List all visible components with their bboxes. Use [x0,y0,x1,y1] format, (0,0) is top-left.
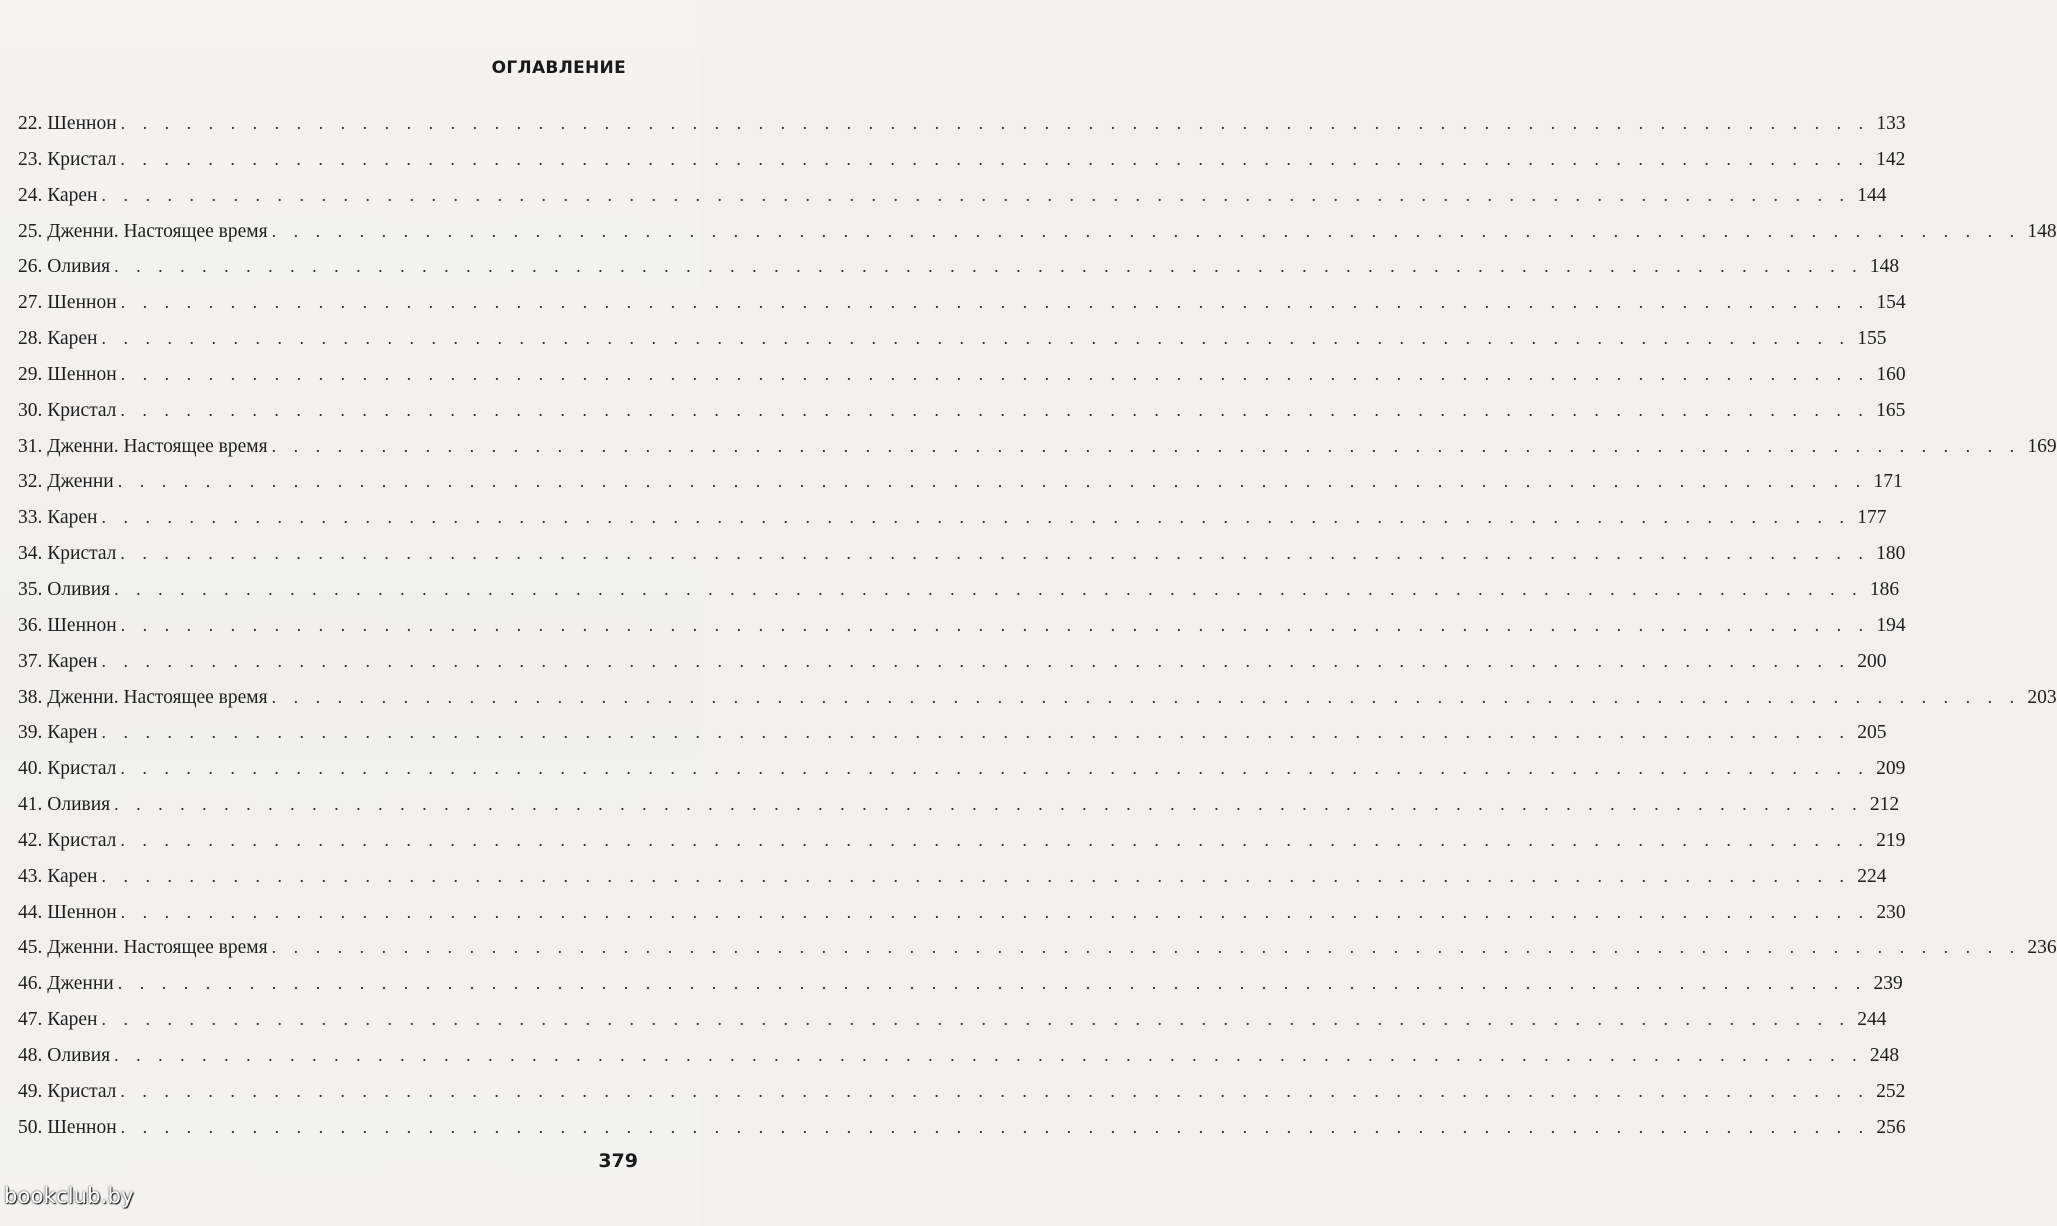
toc-entry-title: 30. Кристал [18,399,117,421]
toc-entry-title: 43. Карен [18,865,98,887]
dot-leader: . . . . . . . . . . . . . . . . . . . . . . . . . . . . . . . . . . . . . . . . . . . . . . . . . . . . . . . . . . . . . . . . . . . . . . . . . . . . . . . . [114,1044,1864,1065]
toc-entry-title: 24. Карен [18,184,98,206]
toc-entry [18,966,1903,1002]
toc-entry-title: 50. Шеннон [18,1116,117,1138]
dot-leader: . . . . . . . . . . . . . . . . . . . . . . . . . . . . . . . . . . . . . . . . . . . . . . . . . . . . . . . . . . . . . . . . . . . . . . . . . . . . . . . . [271,435,2021,456]
toc-entry [18,895,1906,931]
dot-leader: . . . . . . . . . . . . . . . . . . . . . . . . . . . . . . . . . . . . . . . . . . . . . . . . . . . . . . . . . . . . . . . . . . . . . . . . . . . . . . . . [120,363,1870,384]
dot-leader: . . . . . . . . . . . . . . . . . . . . . . . . . . . . . . . . . . . . . . . . . . . . . . . . . . . . . . . . . . . . . . . . . . . . . . . . . . . . . . . . [120,399,1870,420]
dot-leader: . . . . . . . . . . . . . . . . . . . . . . . . . . . . . . . . . . . . . . . . . . . . . . . . . . . . . . . . . . . . . . . . . . . . . . . . . . . . . . . . [120,292,1870,313]
toc-entry-page: 148 [1869,256,1900,278]
toc-entry-title: 44. Шеннон [18,901,117,923]
toc-entry [18,644,1887,680]
toc-entry-page: 142 [1876,148,1906,170]
toc-entry-title: 33. Карен [18,507,98,529]
toc-entry [18,787,1900,823]
toc-entry [18,1038,1900,1074]
toc-entry-page: 180 [1876,543,1906,565]
toc-entry-title: 22. Шеннон [18,113,117,134]
toc-entry [18,178,1887,214]
toc-entry [18,142,1906,178]
toc-entry [18,715,1887,751]
toc-entry-title: 46. Дженни [18,973,114,995]
toc-entry-page: 212 [1869,794,1900,816]
toc-entry-page: 177 [1857,507,1887,529]
dot-leader: . . . . . . . . . . . . . . . . . . . . . . . . . . . . . . . . . . . . . . . . . . . . . . . . . . . . . . . . . . . . . . . . . . . . . . . . . . . . . . . . [120,1080,1870,1101]
toc-entry-page: 256 [1876,1116,1906,1138]
toc-entry-page: 133 [1876,113,1906,134]
dot-leader: . . . . . . . . . . . . . . . . . . . . . . . . . . . . . . . . . . . . . . . . . . . . . . . . . . . . . . . . . . . . . . . . . . . . . . . . . . . . . . . . [117,973,1867,994]
toc-entry-title: 41. Оливия [18,794,111,816]
toc-entry-page: 144 [1857,184,1887,206]
dot-leader: . . . . . . . . . . . . . . . . . . . . . . . . . . . . . . . . . . . . . . . . . . . . . . . . . . . . . . . . . . . . . . . . . . . . . . . . . . . . . . . . [271,937,2021,958]
dot-leader: . . . . . . . . . . . . . . . . . . . . . . . . . . . . . . . . . . . . . . . . . . . . . . . . . . . . . . . . . . . . . . . . . . . . . . . . . . . . . . . . [120,543,1870,564]
toc-entry-page: 236 [2027,937,2057,959]
toc-entry [18,321,1887,357]
toc-entry-page: 169 [2027,435,2057,457]
toc-entry [18,429,2057,465]
toc-entry-page: 219 [1876,829,1906,851]
toc-entry-page: 154 [1876,292,1906,314]
watermark: bookclub.by [4,1184,134,1208]
toc-entry [18,823,1906,859]
toc-entry-page: 200 [1857,650,1887,672]
toc-entry [18,1074,1906,1110]
page-header-title: ОГЛАВЛЕНИЕ [491,58,626,78]
dot-leader: . . . . . . . . . . . . . . . . . . . . . . . . . . . . . . . . . . . . . . . . . . . . . . . . . . . . . . . . . . . . . . . . . . . . . . . . . . . . . . . . [120,1116,1870,1137]
table-of-contents [18,106,2057,1145]
toc-entry-title: 36. Шеннон [18,614,117,636]
toc-entry [18,214,2057,250]
toc-entry-title: 35. Оливия [18,578,111,600]
toc-entry [18,249,1900,285]
toc-entry-title: 42. Кристал [18,829,117,851]
toc-entry-page: 148 [2027,220,2057,242]
toc-entry [18,536,1906,572]
dot-leader: . . . . . . . . . . . . . . . . . . . . . . . . . . . . . . . . . . . . . . . . . . . . . . . . . . . . . . . . . . . . . . . . . . . . . . . . . . . . . . . . [120,113,1870,133]
dot-leader: . . . . . . . . . . . . . . . . . . . . . . . . . . . . . . . . . . . . . . . . . . . . . . . . . . . . . . . . . . . . . . . . . . . . . . . . . . . . . . . . [101,1009,1851,1030]
toc-entry [18,393,1906,429]
toc-entry-title: 28. Карен [18,328,98,350]
toc-entry [18,608,1906,644]
toc-entry-page: 203 [2027,686,2057,708]
toc-entry [18,751,1906,787]
toc-entry-page: 248 [1869,1044,1900,1066]
toc-entry-title: 27. Шеннон [18,292,117,314]
toc-entry-title: 31. Дженни. Настоящее время [18,435,268,457]
toc-entry-title: 37. Карен [18,650,98,672]
toc-entry [18,1002,1887,1038]
toc-entry-page: 165 [1876,399,1906,421]
toc-entry-page: 224 [1857,865,1887,887]
dot-leader: . . . . . . . . . . . . . . . . . . . . . . . . . . . . . . . . . . . . . . . . . . . . . . . . . . . . . . . . . . . . . . . . . . . . . . . . . . . . . . . . [271,686,2021,707]
toc-entry-title: 45. Дженни. Настоящее время [18,937,268,959]
dot-leader: . . . . . . . . . . . . . . . . . . . . . . . . . . . . . . . . . . . . . . . . . . . . . . . . . . . . . . . . . . . . . . . . . . . . . . . . . . . . . . . . [120,758,1870,779]
toc-entry [18,859,1887,895]
toc-entry-page: 239 [1873,973,1903,995]
toc-entry [18,464,1903,500]
toc-entry-title: 48. Оливия [18,1044,111,1066]
toc-entry-title: 32. Дженни [18,471,114,493]
toc-entry-title: 47. Карен [18,1009,98,1031]
dot-leader: . . . . . . . . . . . . . . . . . . . . . . . . . . . . . . . . . . . . . . . . . . . . . . . . . . . . . . . . . . . . . . . . . . . . . . . . . . . . . . . . [271,220,2021,241]
toc-entry-page: 209 [1876,758,1906,780]
toc-entry-title: 29. Шеннон [18,363,117,385]
toc-entry-title: 39. Карен [18,722,98,744]
dot-leader: . . . . . . . . . . . . . . . . . . . . . . . . . . . . . . . . . . . . . . . . . . . . . . . . . . . . . . . . . . . . . . . . . . . . . . . . . . . . . . . . [120,901,1870,922]
dot-leader: . . . . . . . . . . . . . . . . . . . . . . . . . . . . . . . . . . . . . . . . . . . . . . . . . . . . . . . . . . . . . . . . . . . . . . . . . . . . . . . . [101,507,1851,528]
dot-leader: . . . . . . . . . . . . . . . . . . . . . . . . . . . . . . . . . . . . . . . . . . . . . . . . . . . . . . . . . . . . . . . . . . . . . . . . . . . . . . . . [117,471,1867,492]
toc-entry-title: 23. Кристал [18,148,117,170]
toc-entry-page: 230 [1876,901,1906,923]
dot-leader: . . . . . . . . . . . . . . . . . . . . . . . . . . . . . . . . . . . . . . . . . . . . . . . . . . . . . . . . . . . . . . . . . . . . . . . . . . . . . . . . [114,256,1864,277]
toc-entry-title: 25. Дженни. Настоящее время [18,220,268,242]
toc-entry [18,285,1906,321]
dot-leader: . . . . . . . . . . . . . . . . . . . . . . . . . . . . . . . . . . . . . . . . . . . . . . . . . . . . . . . . . . . . . . . . . . . . . . . . . . . . . . . . [101,328,1851,349]
page-number: 379 [598,1150,638,1172]
toc-entry-title: 26. Оливия [18,256,111,278]
dot-leader: . . . . . . . . . . . . . . . . . . . . . . . . . . . . . . . . . . . . . . . . . . . . . . . . . . . . . . . . . . . . . . . . . . . . . . . . . . . . . . . . [114,794,1864,815]
toc-entry [18,357,1906,393]
toc-entry-page: 205 [1857,722,1887,744]
toc-entry-page: 155 [1857,328,1887,350]
toc-entry [18,106,1906,142]
toc-entry-title: 34. Кристал [18,543,117,565]
dot-leader: . . . . . . . . . . . . . . . . . . . . . . . . . . . . . . . . . . . . . . . . . . . . . . . . . . . . . . . . . . . . . . . . . . . . . . . . . . . . . . . . [114,578,1864,599]
toc-entry-title: 49. Кристал [18,1080,117,1102]
toc-entry-page: 171 [1873,471,1903,493]
toc-entry [18,572,1900,608]
toc-entry-page: 244 [1857,1009,1887,1031]
dot-leader: . . . . . . . . . . . . . . . . . . . . . . . . . . . . . . . . . . . . . . . . . . . . . . . . . . . . . . . . . . . . . . . . . . . . . . . . . . . . . . . . [101,865,1851,886]
toc-entry [18,930,2057,966]
toc-entry-page: 252 [1876,1080,1906,1102]
toc-entry-title: 40. Кристал [18,758,117,780]
toc-entry-title: 38. Дженни. Настоящее время [18,686,268,708]
dot-leader: . . . . . . . . . . . . . . . . . . . . . . . . . . . . . . . . . . . . . . . . . . . . . . . . . . . . . . . . . . . . . . . . . . . . . . . . . . . . . . . . [101,650,1851,671]
dot-leader: . . . . . . . . . . . . . . . . . . . . . . . . . . . . . . . . . . . . . . . . . . . . . . . . . . . . . . . . . . . . . . . . . . . . . . . . . . . . . . . . [120,829,1870,850]
dot-leader: . . . . . . . . . . . . . . . . . . . . . . . . . . . . . . . . . . . . . . . . . . . . . . . . . . . . . . . . . . . . . . . . . . . . . . . . . . . . . . . . [120,614,1870,635]
dot-leader: . . . . . . . . . . . . . . . . . . . . . . . . . . . . . . . . . . . . . . . . . . . . . . . . . . . . . . . . . . . . . . . . . . . . . . . . . . . . . . . . [101,722,1851,743]
toc-entry-page: 194 [1876,614,1906,636]
toc-entry [18,680,2057,716]
toc-entry [18,1110,1906,1146]
dot-leader: . . . . . . . . . . . . . . . . . . . . . . . . . . . . . . . . . . . . . . . . . . . . . . . . . . . . . . . . . . . . . . . . . . . . . . . . . . . . . . . . [120,148,1870,169]
toc-entry [18,500,1887,536]
toc-entry-page: 186 [1869,578,1900,600]
dot-leader: . . . . . . . . . . . . . . . . . . . . . . . . . . . . . . . . . . . . . . . . . . . . . . . . . . . . . . . . . . . . . . . . . . . . . . . . . . . . . . . . [101,184,1851,205]
toc-entry-page: 160 [1876,363,1906,385]
